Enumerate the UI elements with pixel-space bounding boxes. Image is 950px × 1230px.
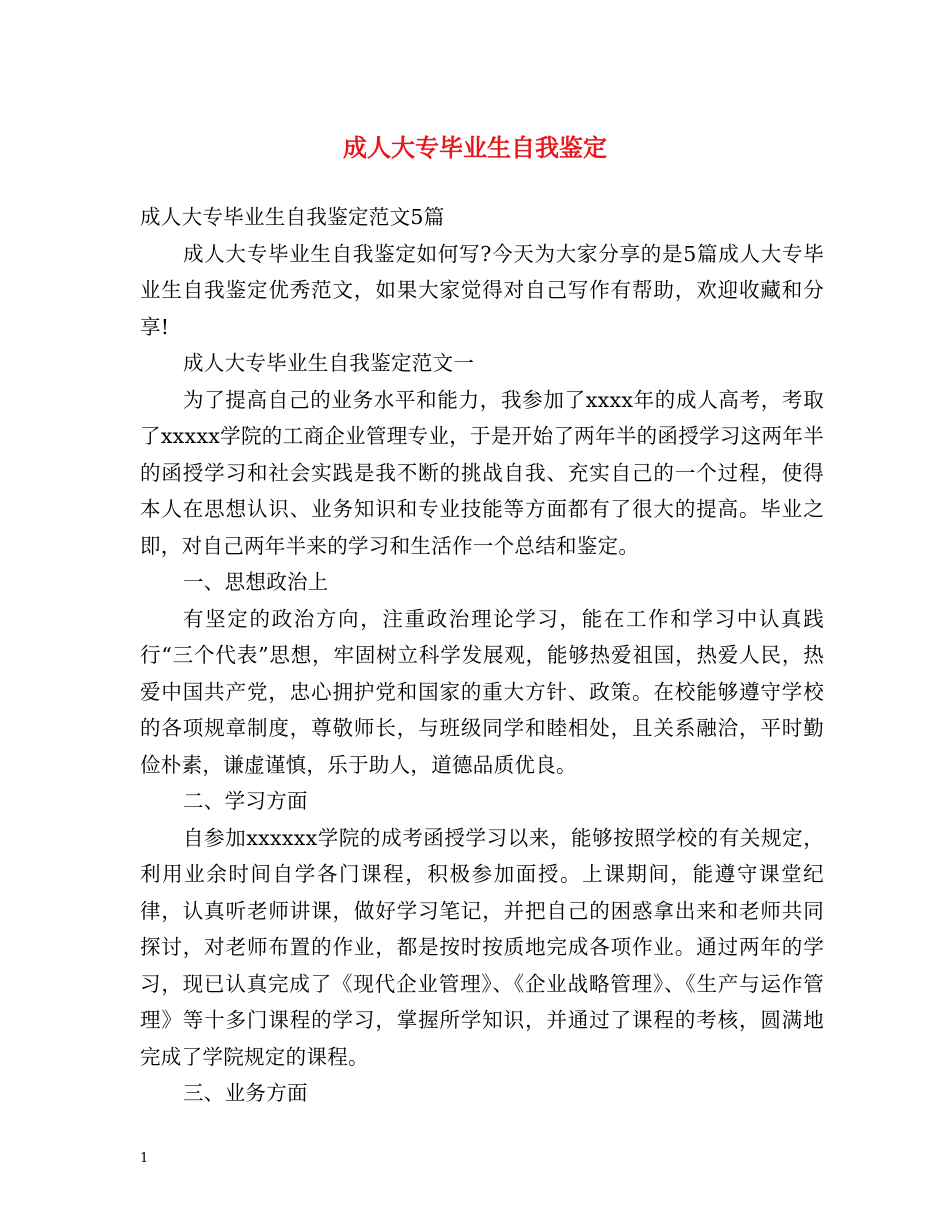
- document-body: [140, 199, 824, 1112]
- opening-paragraph: 为了提高自己的业务水平和能力，我参加了xxxx年的成人高考，考取了xxxxx学院的工商企业管理专业，于是开始了两年半的函授学习这两年半的函授学习和社会实践是我不断的挑战自我、充实自己的一个过程，使得本人在思想认识、业务知识和专业技能等方面都有了很大的提高。毕业之即，对自己两年半来的学习和生活作一个总结和鉴定。: [140, 387, 824, 558]
- section-heading-study: 二、学习方面: [183, 789, 308, 813]
- sample-heading: 成人大专毕业生自我鉴定范文一: [183, 351, 475, 375]
- study-paragraph: 自参加xxxxxx学院的成考函授学习以来，能够按照学校的有关规定，利用业余时间自学各门课程，积极参加面授。上课期间，能遵守课堂纪律，认真听老师讲课，做好学习笔记，并把自己的困惑拿出来和老师共同探讨，对老师布置的作业，都是按时按质地完成各项作业。通过两年的学习，现已认真完成了《现代企业管理》、《企业战略管理》、《生产与运作管理》等十多门课程的学习，掌握所学知识，并通过了课程的考核，圆满地完成了学院规定的课程。: [140, 825, 824, 1069]
- subtitle-paragraph: 成人大专毕业生自我鉴定范文5篇: [140, 205, 445, 229]
- section-heading-ideology: 一、思想政治上: [183, 570, 329, 594]
- document-title: 成人大专毕业生自我鉴定: [343, 133, 607, 162]
- ideology-paragraph: 有坚定的政治方向，注重政治理论学习，能在工作和学习中认真践行“三个代表”思想，牢固树立科学发展观，能够热爱祖国，热爱人民，热爱中国共产党，忠心拥护党和国家的重大方针、政策。在校能够遵守学校的各项规章制度，尊敬师长，与班级同学和睦相处，且关系融洽，平时勤俭朴素，谦虚谨慎，乐于助人，道德品质优良。: [140, 606, 824, 777]
- page-number: 1: [140, 1151, 149, 1166]
- section-heading-business: 三、业务方面: [183, 1081, 308, 1105]
- intro-paragraph: 成人大专毕业生自我鉴定如何写?今天为大家分享的是5篇成人大专毕业生自我鉴定优秀范文，如果大家觉得对自己写作有帮助，欢迎收藏和分享!: [140, 241, 824, 339]
